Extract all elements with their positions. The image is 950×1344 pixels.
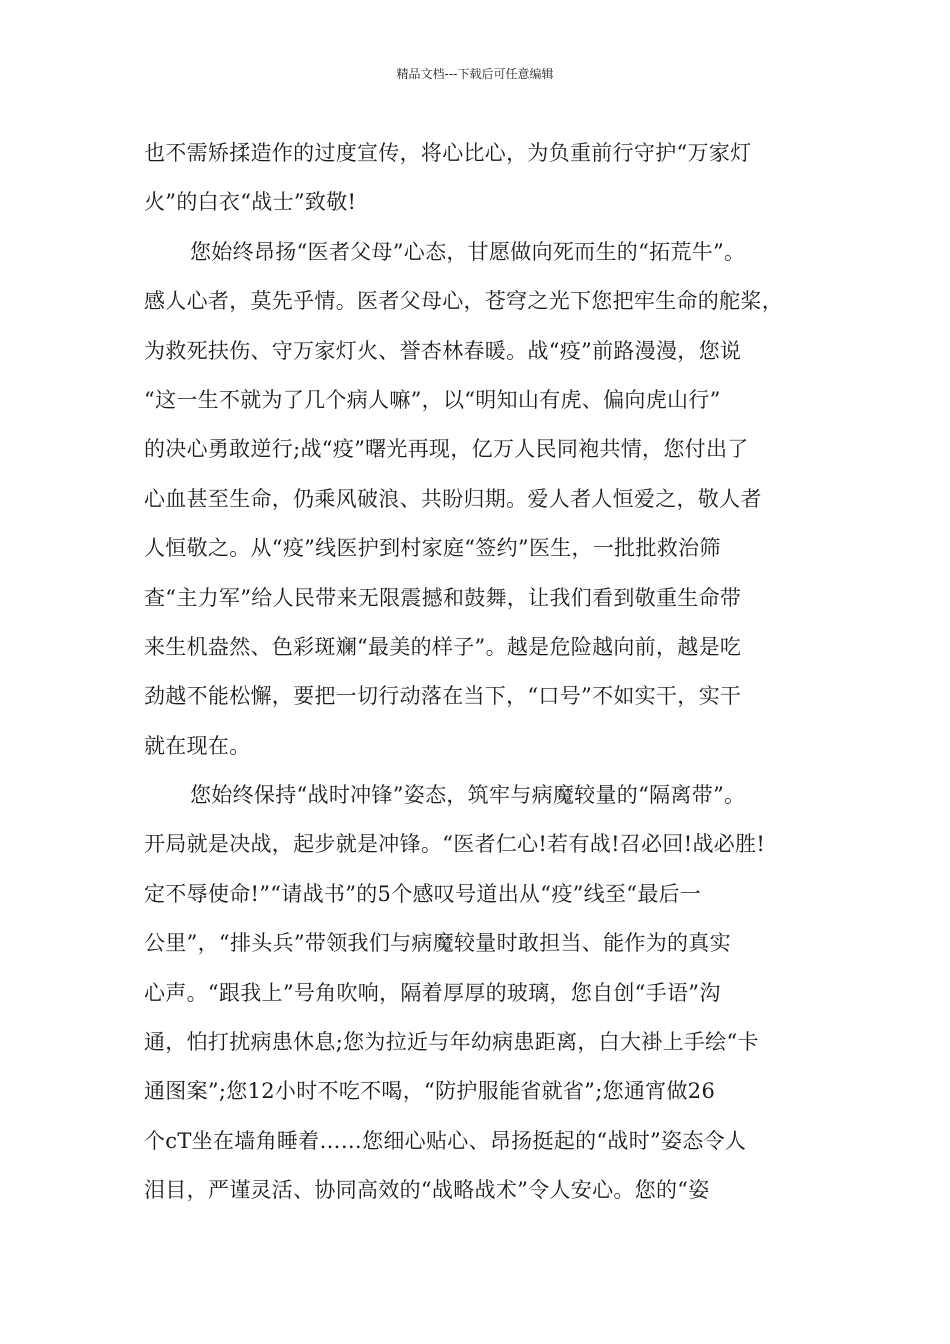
text-line: 查“主力军”给人民带来无限震撼和鼓舞，让我们看到敬重生命带 bbox=[144, 585, 742, 610]
document-body bbox=[144, 131, 830, 1218]
text-line: 感人心者，莫先乎情。医者父母心，苍穹之光下您把牢生命的舵桨， bbox=[144, 289, 783, 314]
text-line: 心血甚至生命，仍乘风破浪、共盼归期。爱人者人恒爱之，敬人者 bbox=[144, 486, 762, 511]
paragraph bbox=[144, 230, 830, 773]
text-line: 泪目，严谨灵活、协同高效的“战略战术”令人安心。您的“姿 bbox=[144, 1178, 710, 1203]
text-line: 火”的白衣“战士”致敬! bbox=[144, 190, 357, 215]
text-line: 来生机盎然、色彩斑斓“最美的样子”。越是危险越向前，越是吃 bbox=[144, 634, 742, 659]
text-line: 通图案”;您12小时不吃不喝，“防护服能省就省”;您通宵做26 bbox=[144, 1079, 716, 1104]
paragraph bbox=[144, 773, 830, 1218]
text-line: 心声。“跟我上”号角吹响，隔着厚厚的玻璃，您自创“手语”沟 bbox=[144, 980, 721, 1005]
text-line: 开局就是决战，起步就是冲锋。“医者仁心!若有战!召必回!战必胜! bbox=[144, 832, 766, 857]
text-line: 您始终昂扬“医者父母”心态，甘愿做向死而生的“拓荒牛”。 bbox=[190, 239, 746, 264]
text-line: 您始终保持“战时冲锋”姿态，筑牢与病魔较量的“隔离带”。 bbox=[190, 783, 746, 808]
text-line: 定不辱使命!”“请战书”的5个感叹号道出从“疫”线至“最后一 bbox=[144, 881, 702, 906]
paragraph bbox=[144, 131, 830, 230]
text-line: 人恒敬之。从“疫”线医护到村家庭“签约”医生，一批批救治筛 bbox=[144, 536, 721, 561]
text-line: 个cT坐在墙角睡着……您细心贴心、昂扬挺起的“战时”姿态令人 bbox=[144, 1128, 747, 1153]
text-line: 通，怕打扰病患休息;您为拉近与年幼病患距离，白大褂上手绘“卡 bbox=[144, 1030, 759, 1055]
page-header: 精品文档---下载后可任意编辑 bbox=[396, 67, 554, 81]
text-line: 就在现在。 bbox=[144, 733, 251, 758]
text-line: 劲越不能松懈，要把一切行动落在当下，“口号”不如实干，实干 bbox=[144, 684, 742, 709]
text-line: “这一生不就为了几个病人嘛”，以“明知山有虎、偏向虎山行” bbox=[144, 387, 721, 412]
text-line: 的决心勇敢逆行;战“疫”曙光再现，亿万人民同袍共情，您付出了 bbox=[144, 437, 749, 462]
text-line: 也不需矫揉造作的过度宣传，将心比心，为负重前行守护“万家灯 bbox=[144, 141, 752, 165]
text-line: 为救死扶伤、守万家灯火、誉杏林春暖。战“疫”前路漫漫，您说 bbox=[144, 338, 742, 363]
text-line: 公里”，“排头兵”带领我们与病魔较量时敢担当、能作为的真实 bbox=[144, 931, 731, 956]
